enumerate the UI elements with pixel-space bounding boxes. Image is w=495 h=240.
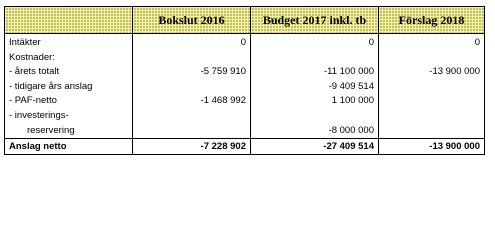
cell-value: -9 409 514 [251, 80, 379, 95]
row-label: reservering [5, 124, 133, 139]
row-label: - PAF-netto [5, 94, 133, 109]
row-label: - investerings- [5, 109, 133, 124]
row-label: Intäkter [5, 34, 133, 51]
row-label: - årets totalt [5, 65, 133, 80]
cell-value [379, 94, 485, 109]
cell-value: 0 [251, 34, 379, 51]
total-value: -7 228 902 [133, 139, 251, 155]
cell-value [133, 51, 251, 66]
row-label: Kostnader: [5, 51, 133, 66]
cell-value [379, 109, 485, 124]
total-value: -13 900 000 [379, 139, 485, 155]
cell-value [133, 109, 251, 124]
cell-value: 0 [133, 34, 251, 51]
total-row [5, 139, 485, 155]
row-label: - tidigare års anslag [5, 80, 133, 95]
cell-value: -1 468 992 [133, 94, 251, 109]
cell-value [133, 80, 251, 95]
cell-value [379, 80, 485, 95]
cell-value [251, 109, 379, 124]
table-row [5, 94, 485, 109]
total-value: -27 409 514 [251, 139, 379, 155]
table-row [5, 109, 485, 124]
header-cell-bokslut-2016: Bokslut 2016 [133, 7, 251, 34]
cell-value [251, 51, 379, 66]
table-row [5, 34, 485, 51]
cell-value [379, 51, 485, 66]
header-cell-budget-2017: Budget 2017 inkl. tb [251, 7, 379, 34]
cell-value: -11 100 000 [251, 65, 379, 80]
budget-table [4, 6, 485, 155]
cell-value: -8 000 000 [251, 124, 379, 139]
table-row [5, 124, 485, 139]
cell-value: 1 100 000 [251, 94, 379, 109]
cell-value [379, 124, 485, 139]
cell-value: -13 900 000 [379, 65, 485, 80]
cell-value: 0 [379, 34, 485, 51]
table-row [5, 51, 485, 66]
header-cell-label [5, 7, 133, 34]
cell-value: -5 759 910 [133, 65, 251, 80]
table-row [5, 80, 485, 95]
table-row [5, 65, 485, 80]
header-row [5, 7, 485, 34]
total-label: Anslag netto [5, 139, 133, 155]
cell-value [133, 124, 251, 139]
header-cell-forslag-2018: Förslag 2018 [379, 7, 485, 34]
